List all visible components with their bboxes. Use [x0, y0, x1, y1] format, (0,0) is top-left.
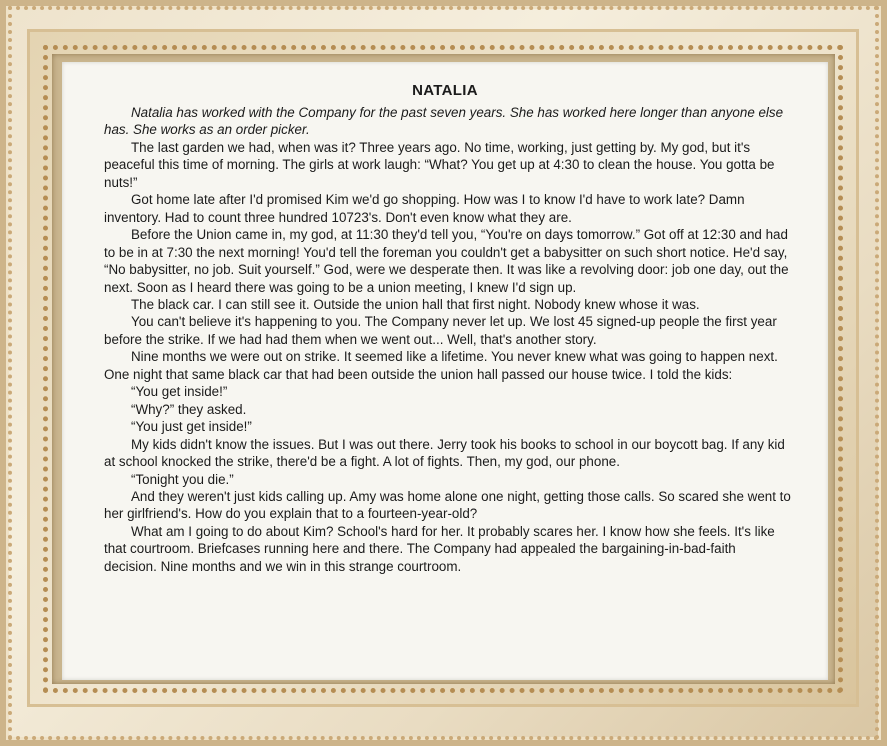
paragraph: Nine months we were out on strike. It seemed like a lifetime. You never knew what was going to happen next. One night that same black car that had been outside the union hall passed our house twice. I told the kids: [104, 349, 778, 382]
article-body [104, 104, 792, 575]
paragraph: The black car. I can still see it. Outside the union hall that first night. Nobody knew whose it was. [131, 296, 700, 312]
paragraph: What am I going to do about Kim? School's hard for her. It probably scares her. I know how she feels. It's like that courtroom. Briefcases running here and there. The Company had appealed the bargaining-in-bad-faith decision. Nine months and we win in this strange courtroom. [104, 523, 775, 574]
dialogue-line: “You just get inside!” [131, 419, 252, 435]
paragraph: The last garden we had, when was it? Three years ago. No time, working, just getting by. My god, but it's peaceful this time of morning. The girls at work laugh: “What? You get up at 4:30 to clean the house. You gotta be nuts!” [104, 139, 775, 190]
paragraph: And they weren't just kids calling up. Amy was home alone one night, getting those calls. So scared she went to her girlfriend's. How do you explain that to a fourteen-year-old? [104, 488, 791, 522]
framed-page [62, 62, 828, 680]
dialogue-line: “You get inside!” [131, 384, 228, 400]
paragraph: You can't believe it's happening to you. The Company never let up. We lost 45 signed-up people the first year before the strike. If we had had them when we went out... Well, that's another story. [104, 314, 777, 347]
paragraph: My kids didn't know the issues. But I was out there. Jerry took his books to school in our boycott bag. If any kid at school knocked the strike, there'd be a fight. A lot of fights. Then, my god, our phone. [104, 436, 785, 470]
dialogue-line: “Why?” they asked. [131, 401, 247, 417]
intro-paragraph: Natalia has worked with the Company for the past seven years. She has worked here longer than anyone else has. She works as an order picker. [104, 105, 784, 138]
dialogue-line: “Tonight you die.” [131, 471, 234, 487]
page-title: NATALIA [412, 82, 478, 99]
paragraph: Before the Union came in, my god, at 11:30 they'd tell you, “You're on days tomorrow.” Got off at 12:30 and had to be in at 7:30 the next morning! You'd tell the foreman you couldn't get a babysitter on such short notice. He'd say, “No babysitter, no job. Suit yourself.” God, were we desperate then. It was like a revolving door: job one day, out the next. Soon as I heard there was going to be a union meeting, I knew I'd sign up. [104, 227, 789, 295]
paragraph: Got home late after I'd promised Kim we'd go shopping. How was I to know I'd have to work late? Damn inventory. Had to count three hundred 10723's. Don't even know what they are. [104, 192, 745, 225]
